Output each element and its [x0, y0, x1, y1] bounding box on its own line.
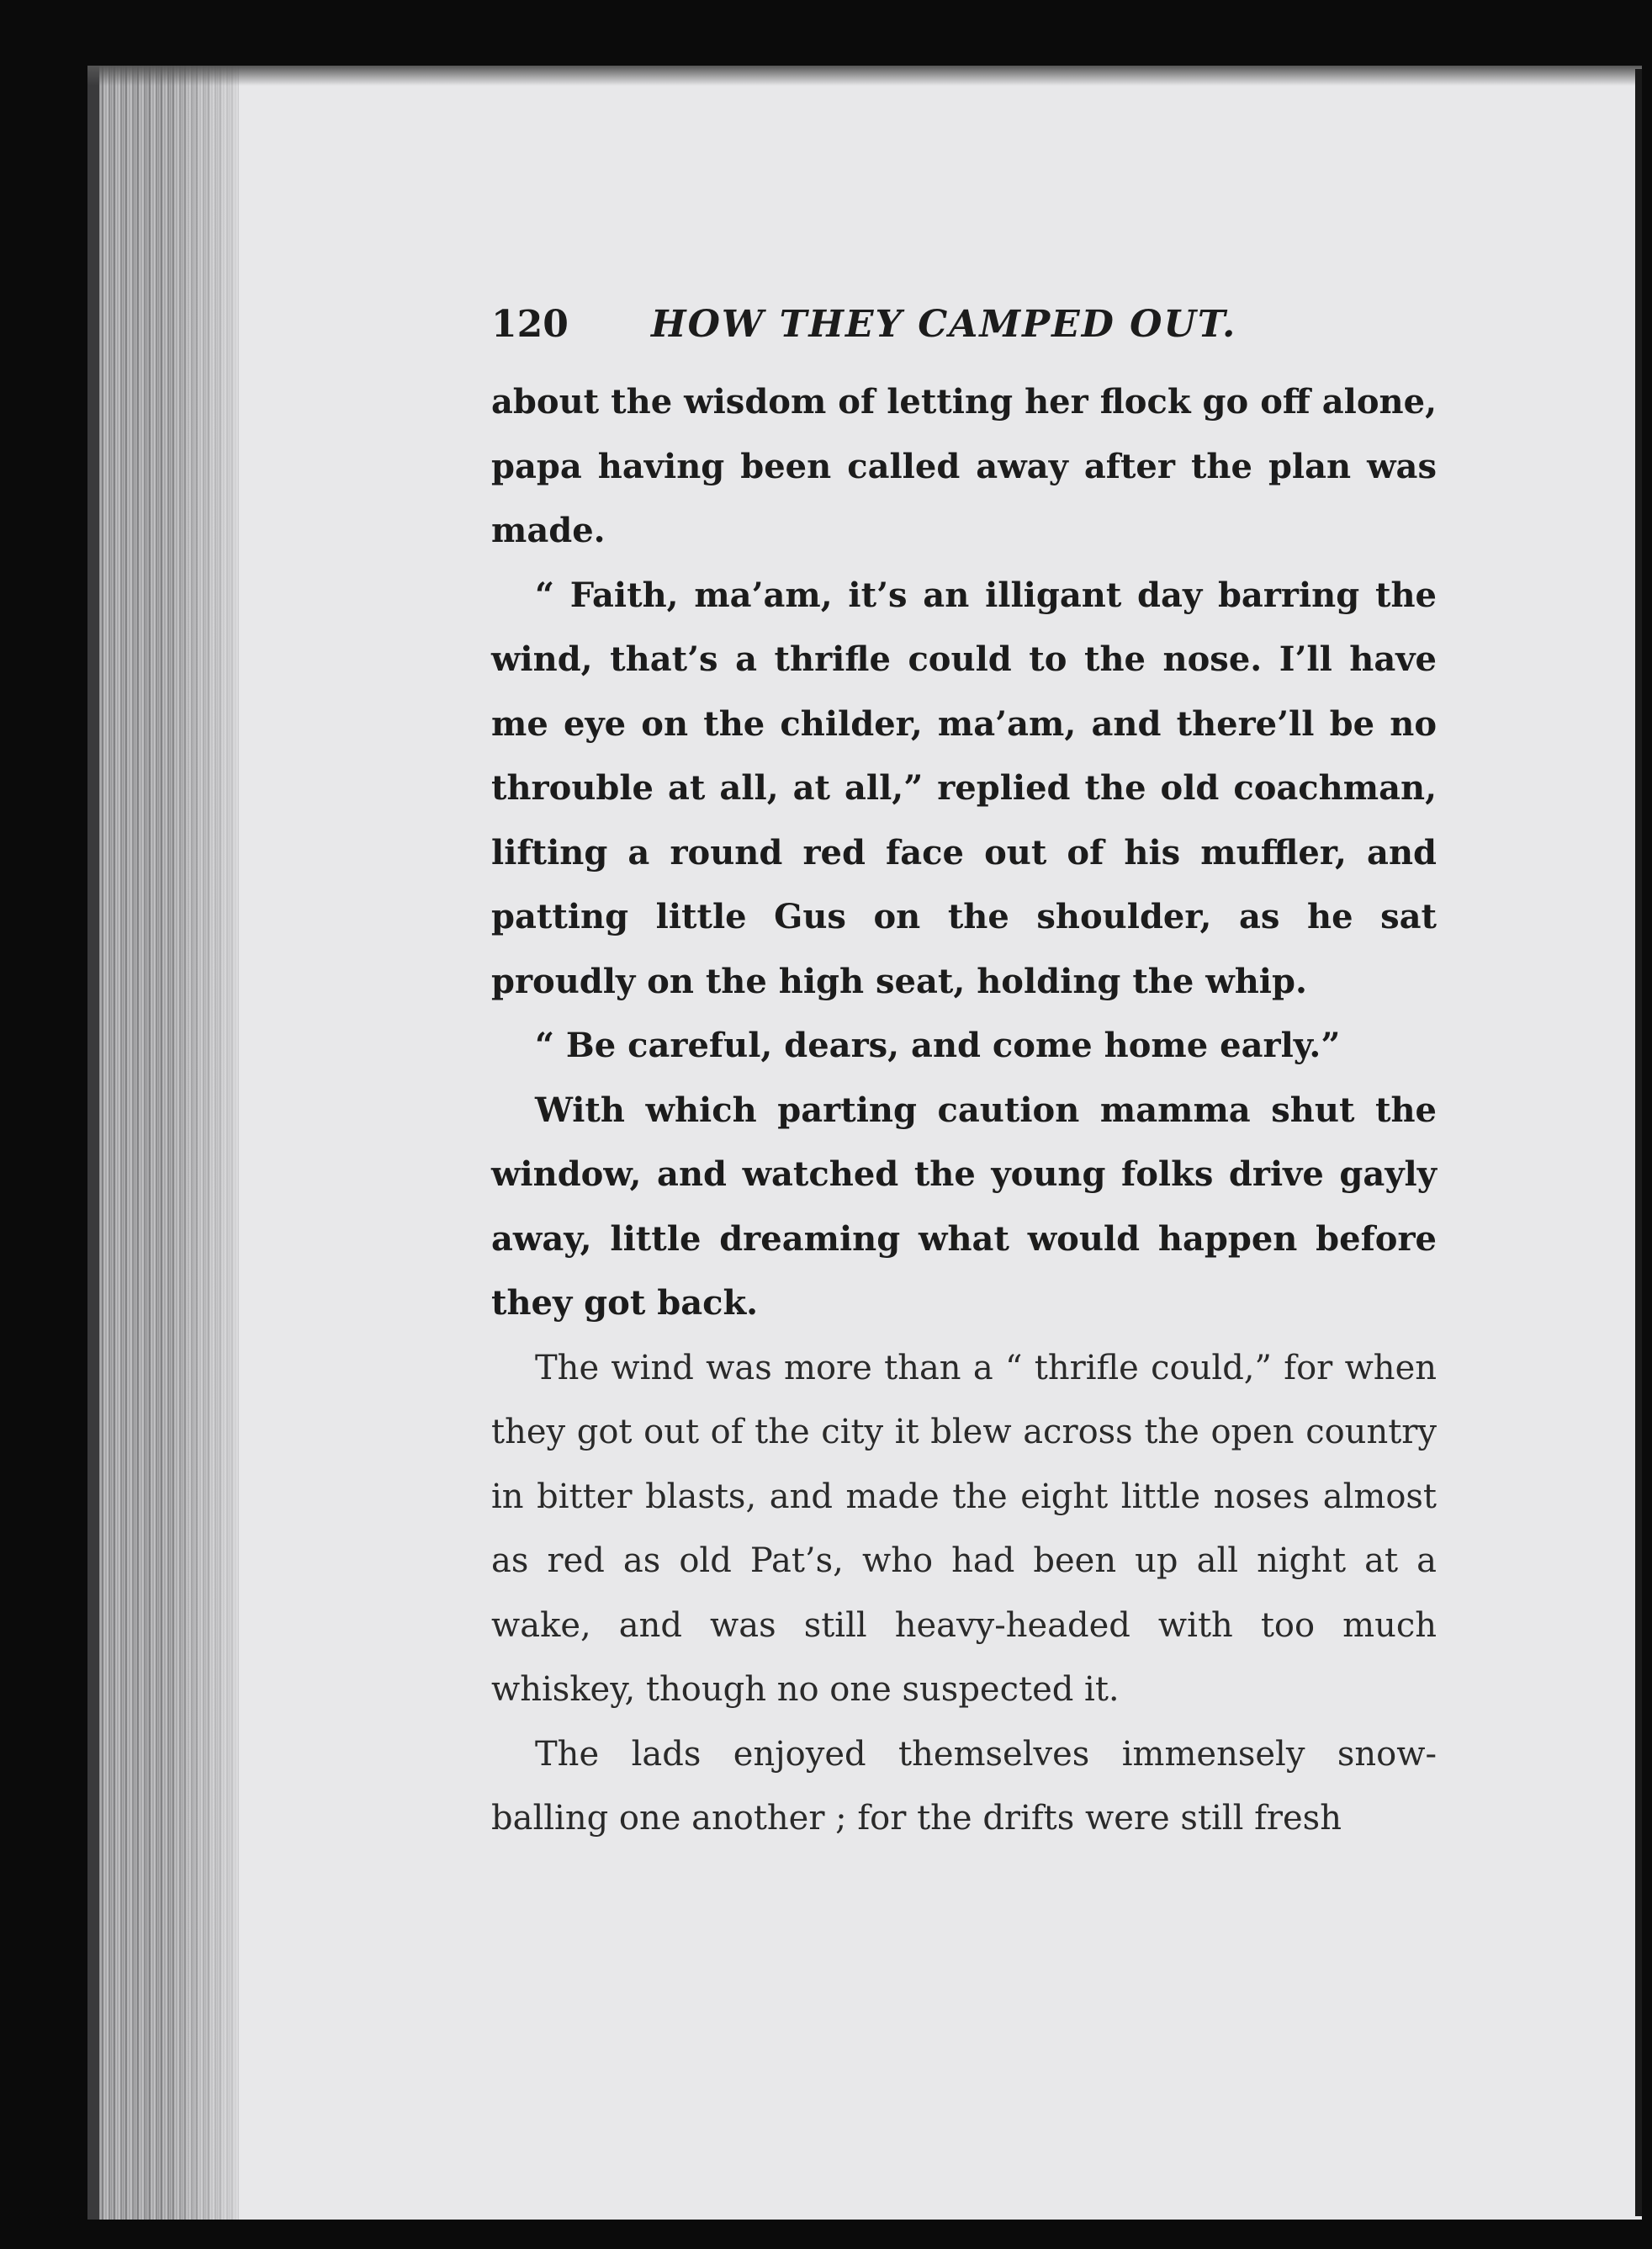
- paragraph: about the wisdom of letting her flock go off alone, papa having been called away after the plan was made.: [491, 382, 1437, 550]
- page-right-edge: [1635, 69, 1642, 2216]
- page-top-shadow: [87, 66, 1642, 86]
- paragraph: The wind was more than a “ thrifle could,” for when they got out of the city it blew across the open country in bitter blasts, and made the eight little noses almost as red as old Pat’s, who had been up all night at a wake, and was still heavy-headed with too much whiskey, though no one suspected it.: [491, 1348, 1437, 1709]
- page-edge-fade: [168, 66, 269, 2220]
- page-text-area: [491, 303, 1437, 1851]
- paragraph: The lads enjoyed themselves immensely snow-balling one another ; for the drifts were still fresh: [491, 1734, 1437, 1838]
- page-number: 120: [491, 303, 569, 346]
- book-spine-shadow: [87, 66, 99, 2220]
- running-title: HOW THEY CAMPED OUT.: [651, 303, 1237, 346]
- running-head: [491, 303, 1437, 370]
- paragraph: With which parting caution mamma shut the window, and watched the young folks drive gayly away, little dreaming what would happen before they got back.: [491, 1090, 1437, 1323]
- paragraph: “ Faith, ma’am, it’s an illigant day barring the wind, that’s a thrifle could to the nose. I’ll have me eye on the childer, ma’am, and there’ll be no throuble at all, at all,” replied the old coachman, lifting a round red face out of his muffler, and patting little Gus on the shoulder, as he sat proudly on the high seat, holding the whip.: [491, 575, 1437, 1001]
- body-text: [491, 370, 1437, 1851]
- paragraph: “ Be careful, dears, and come home early.”: [535, 1026, 1341, 1065]
